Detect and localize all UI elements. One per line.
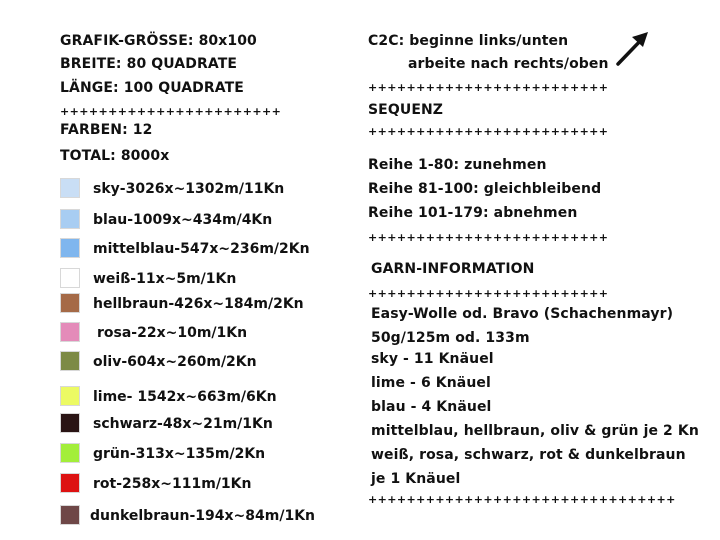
color-swatch [60, 322, 80, 342]
yarn-info-line: 50g/125m od. 133m [371, 330, 530, 346]
grafik-size: GRAFIK-GRÖSSE: 80x100 [60, 33, 257, 49]
yarn-heading: GARN-INFORMATION [371, 261, 535, 277]
divider: +++++++++++++++++++++++ [60, 105, 282, 118]
yarn-info-line: lime - 6 Knäuel [371, 375, 491, 391]
color-label: grün-313x~135m/2Kn [93, 446, 266, 462]
color-label: rot-258x~111m/1Kn [93, 476, 252, 492]
color-swatch [60, 413, 80, 433]
color-label: blau-1009x~434m/4Kn [93, 212, 273, 228]
color-swatch [60, 443, 80, 463]
c2c-direction: arbeite nach rechts/oben [408, 56, 609, 72]
row-sequence-1: Reihe 1-80: zunehmen [368, 157, 547, 173]
yarn-info-line: sky - 11 Knäuel [371, 351, 494, 367]
yarn-info-line: je 1 Knäuel [371, 471, 461, 487]
c2c-start: C2C: beginne links/unten [368, 33, 569, 49]
color-swatch [60, 238, 80, 258]
total-count: TOTAL: 8000x [60, 148, 170, 164]
color-label: lime- 1542x~663m/6Kn [93, 389, 277, 405]
width-info: BREITE: 80 QUADRATE [60, 56, 238, 72]
row-sequence-3: Reihe 101-179: abnehmen [368, 205, 578, 221]
divider-long: ++++++++++++++++++++++++++++++++ [368, 493, 676, 506]
row-sequence-2: Reihe 81-100: gleichbleibend [368, 181, 602, 197]
sequence-heading: SEQUENZ [368, 102, 444, 118]
color-swatch [60, 505, 80, 525]
color-swatch [60, 209, 80, 229]
color-label: oliv-604x~260m/2Kn [93, 354, 257, 370]
color-label: dunkelbraun-194x~84m/1Kn [90, 508, 316, 524]
color-swatch [60, 351, 80, 371]
divider: +++++++++++++++++++++++++ [368, 231, 609, 244]
color-swatch [60, 178, 80, 198]
arrow-up-right-icon [612, 28, 652, 68]
color-swatch [60, 268, 80, 288]
color-swatch [60, 293, 80, 313]
color-label: weiß-11x~5m/1Kn [93, 271, 237, 287]
divider: +++++++++++++++++++++++++ [368, 125, 609, 138]
divider: +++++++++++++++++++++++++ [368, 81, 609, 94]
divider: +++++++++++++++++++++++++ [368, 287, 609, 300]
yarn-info-line: weiß, rosa, schwarz, rot & dunkelbraun [371, 447, 686, 463]
color-label: hellbraun-426x~184m/2Kn [93, 296, 304, 312]
colors-count: FARBEN: 12 [60, 122, 153, 138]
yarn-info-line: Easy-Wolle od. Bravo (Schachenmayr) [371, 306, 674, 322]
color-swatch [60, 473, 80, 493]
yarn-info-line: mittelblau, hellbraun, oliv & grün je 2 Kn [371, 423, 699, 439]
yarn-info-line: blau - 4 Knäuel [371, 399, 492, 415]
color-swatch [60, 386, 80, 406]
color-label: sky-3026x~1302m/11Kn [93, 181, 285, 197]
color-label: schwarz-48x~21m/1Kn [93, 416, 273, 432]
color-label: rosa-22x~10m/1Kn [97, 325, 248, 341]
color-label: mittelblau-547x~236m/2Kn [93, 241, 310, 257]
length-info: LÄNGE: 100 QUADRATE [60, 80, 244, 96]
